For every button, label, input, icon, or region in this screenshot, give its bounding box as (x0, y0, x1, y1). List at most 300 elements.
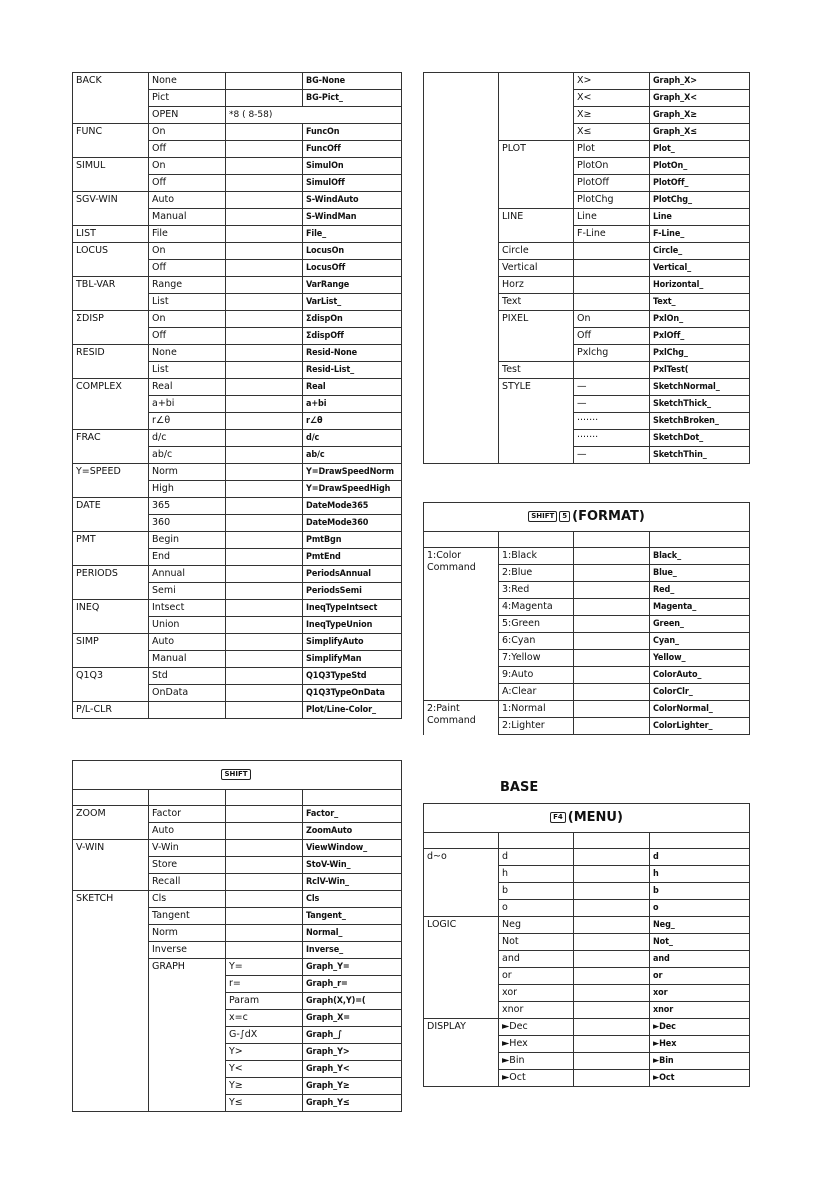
sub-option-cell (226, 806, 303, 823)
group-label (73, 260, 149, 277)
sub-option-cell: X≥ (574, 107, 650, 124)
table-row (424, 226, 750, 243)
table-row (73, 634, 402, 651)
sub-option-cell: On (574, 311, 650, 328)
table-row (424, 379, 750, 396)
group-label: d~o (424, 849, 499, 866)
command-cell: Red_ (650, 582, 750, 599)
option-cell: File (149, 226, 226, 243)
table-row (424, 294, 750, 311)
group-label: INEQ (73, 600, 149, 617)
group-label (73, 942, 149, 959)
base-menu-table (423, 803, 750, 1087)
option-cell: Test (499, 362, 574, 379)
table-row (73, 413, 402, 430)
option-cell: STYLE (499, 379, 574, 396)
table-row (73, 925, 402, 942)
group-label (73, 874, 149, 891)
command-cell: SimplifyAuto (303, 634, 402, 651)
option-cell: Union (149, 617, 226, 634)
sub-option-cell: — (574, 447, 650, 464)
note-cell (226, 277, 303, 294)
note-cell (226, 515, 303, 532)
group-label (73, 481, 149, 498)
note-cell (226, 464, 303, 481)
table-row (424, 107, 750, 124)
group-label (424, 277, 499, 294)
command-cell: Blue_ (650, 565, 750, 582)
command-cell: Not_ (650, 934, 750, 951)
option-cell: Norm (149, 925, 226, 942)
option-cell: Horz (499, 277, 574, 294)
command-cell: ZoomAuto (303, 823, 402, 840)
option-cell: Factor (149, 806, 226, 823)
sub-option-cell (226, 857, 303, 874)
command-cell: Q1Q3TypeOnData (303, 685, 402, 702)
option-cell: None (149, 73, 226, 90)
command-cell: Factor_ (303, 806, 402, 823)
table-row (73, 515, 402, 532)
note-cell (226, 260, 303, 277)
note-cell (574, 883, 650, 900)
group-label-source (476, 562, 477, 563)
command-cell: IneqTypeIntsect (303, 600, 402, 617)
command-cell: Green_ (650, 616, 750, 633)
option-cell (499, 90, 574, 107)
table-row (73, 993, 402, 1010)
table-row (73, 396, 402, 413)
note-cell (226, 651, 303, 668)
sub-option-cell: Y< (226, 1061, 303, 1078)
note-cell (226, 634, 303, 651)
group-label (73, 413, 149, 430)
table-row (73, 481, 402, 498)
table-row (424, 917, 750, 934)
command-cell: Plot/Line-Color_ (303, 702, 402, 719)
command-cell: and (650, 951, 750, 968)
table-row (73, 840, 402, 857)
table-row (73, 617, 402, 634)
note-cell (226, 243, 303, 260)
command-cell: ViewWindow_ (303, 840, 402, 857)
command-cell: Q1Q3TypeStd (303, 668, 402, 685)
option-cell: Semi (149, 583, 226, 600)
option-cell: 3:Red (499, 582, 574, 599)
command-cell: VarList_ (303, 294, 402, 311)
group-label: PMT (73, 532, 149, 549)
option-cell: b (499, 883, 574, 900)
table-row (424, 141, 750, 158)
group-label (424, 362, 499, 379)
group-label (424, 951, 499, 968)
group-label: Q1Q3 (73, 668, 149, 685)
option-cell: Off (149, 328, 226, 345)
table-row (424, 985, 750, 1002)
table-row (73, 464, 402, 481)
group-label (73, 515, 149, 532)
option-cell: r∠θ (149, 413, 226, 430)
option-cell: OnData (149, 685, 226, 702)
group-label (424, 447, 499, 464)
command-cell: Graph_X≥ (650, 107, 750, 124)
column-header (73, 790, 149, 806)
command-cell: r∠θ (303, 413, 402, 430)
table-row (424, 968, 750, 985)
table-row (73, 891, 402, 908)
table-row (73, 345, 402, 362)
command-cell: LocusOn (303, 243, 402, 260)
command-cell: Y=DrawSpeedNorm (303, 464, 402, 481)
option-cell: h (499, 866, 574, 883)
command-cell: ab/c (303, 447, 402, 464)
sub-option-cell (574, 277, 650, 294)
group-label (424, 90, 499, 107)
command-cell: PxlChg_ (650, 345, 750, 362)
command-cell: BG-Pict_ (303, 90, 402, 107)
table-row (73, 175, 402, 192)
command-cell: d (650, 849, 750, 866)
table-row (424, 158, 750, 175)
group-label (424, 209, 499, 226)
table-row (424, 951, 750, 968)
table-row (73, 226, 402, 243)
option-cell: Recall (149, 874, 226, 891)
option-cell: ►Bin (499, 1053, 574, 1070)
column-header (650, 532, 750, 548)
note-cell (574, 900, 650, 917)
sub-option-cell: PlotChg (574, 192, 650, 209)
command-cell: b (650, 883, 750, 900)
option-cell: LINE (499, 209, 574, 226)
table-row (73, 447, 402, 464)
command-cell: h (650, 866, 750, 883)
group-label: LIST (73, 226, 149, 243)
table-row (73, 260, 402, 277)
sub-option-cell (574, 260, 650, 277)
table-row (73, 702, 402, 719)
group-label: PERIODS (73, 566, 149, 583)
command-cell: Magenta_ (650, 599, 750, 616)
group-label: ZOOM (73, 806, 149, 823)
column-header (574, 532, 650, 548)
table-row (424, 260, 750, 277)
shift-menu-table (72, 760, 402, 1112)
table-row (424, 701, 750, 718)
sub-option-cell: Off (574, 328, 650, 345)
command-cell: Graph_Y≤ (303, 1095, 402, 1112)
table-row (73, 857, 402, 874)
option-cell: Manual (149, 651, 226, 668)
command-cell: IneqTypeUnion (303, 617, 402, 634)
note-cell (226, 600, 303, 617)
option-cell: 9:Auto (499, 667, 574, 684)
group-label: LOGIC (424, 917, 499, 934)
command-cell: S-WindMan (303, 209, 402, 226)
option-cell (499, 107, 574, 124)
command-cell: or (650, 968, 750, 985)
option-cell: Range (149, 277, 226, 294)
command-cell: ColorNormal_ (650, 701, 750, 718)
group-label (424, 73, 499, 90)
option-cell: On (149, 311, 226, 328)
command-cell: StoV-Win_ (303, 857, 402, 874)
table-row (424, 430, 750, 447)
note-cell (226, 209, 303, 226)
note-cell (574, 1070, 650, 1087)
note-cell (226, 413, 303, 430)
option-cell: 1:Normal (499, 701, 574, 718)
group-label (424, 413, 499, 430)
note-cell (226, 481, 303, 498)
command-cell: a+bi (303, 396, 402, 413)
note-cell (226, 566, 303, 583)
option-cell: 1:Black (499, 548, 574, 565)
group-label (73, 90, 149, 107)
group-label (73, 107, 149, 124)
option-cell: Cls (149, 891, 226, 908)
format-menu-table (423, 502, 750, 735)
sub-option-cell: — (574, 396, 650, 413)
table-row (73, 1027, 402, 1044)
option-cell: Begin (149, 532, 226, 549)
option-cell (499, 396, 574, 413)
option-cell: Intsect (149, 600, 226, 617)
note-cell (574, 633, 650, 650)
table-row (73, 668, 402, 685)
option-cell: Vertical (499, 260, 574, 277)
command-cell: BG-None (303, 73, 402, 90)
group-label: TBL-VAR (73, 277, 149, 294)
group-label (73, 1027, 149, 1044)
table-row (73, 651, 402, 668)
option-cell (149, 1010, 226, 1027)
note-cell (574, 1019, 650, 1036)
group-label (73, 141, 149, 158)
option-cell: Auto (149, 192, 226, 209)
table-row (73, 583, 402, 600)
group-label (424, 968, 499, 985)
option-cell: Real (149, 379, 226, 396)
group-label (424, 430, 499, 447)
group-label: SGV-WIN (73, 192, 149, 209)
table-row (424, 311, 750, 328)
sub-option-cell: Param (226, 993, 303, 1010)
table-row (73, 277, 402, 294)
note-cell (574, 968, 650, 985)
command-cell: SketchNormal_ (650, 379, 750, 396)
command-cell: Normal_ (303, 925, 402, 942)
option-cell: PLOT (499, 141, 574, 158)
table-row (73, 874, 402, 891)
sub-option-cell (226, 891, 303, 908)
sub-option-cell: G-∫dX (226, 1027, 303, 1044)
option-cell (499, 447, 574, 464)
command-cell: DateMode365 (303, 498, 402, 515)
note-cell (574, 650, 650, 667)
table-row (73, 566, 402, 583)
option-cell: d (499, 849, 574, 866)
f4-key-icon: F4 (550, 812, 566, 823)
option-cell: ►Oct (499, 1070, 574, 1087)
group-label (424, 883, 499, 900)
column-header (424, 532, 499, 548)
table-row (73, 107, 402, 124)
option-cell: Manual (149, 209, 226, 226)
command-cell: ►Bin (650, 1053, 750, 1070)
group-label: RESID (73, 345, 149, 362)
table-row (424, 413, 750, 430)
command-cell: F-Line_ (650, 226, 750, 243)
option-cell: xnor (499, 1002, 574, 1019)
sub-option-cell (226, 840, 303, 857)
column-header (499, 833, 574, 849)
option-cell: o (499, 900, 574, 917)
group-label (424, 124, 499, 141)
option-cell: Norm (149, 464, 226, 481)
note-cell (574, 849, 650, 866)
table-row (73, 685, 402, 702)
note-cell (226, 90, 303, 107)
group-label (424, 934, 499, 951)
command-cell: Graph_X≤ (650, 124, 750, 141)
command-cell: Y=DrawSpeedHigh (303, 481, 402, 498)
table-row (424, 328, 750, 345)
command-cell: RclV-Win_ (303, 874, 402, 891)
option-cell (149, 1061, 226, 1078)
command-cell: PeriodsSemi (303, 583, 402, 600)
option-cell (149, 1027, 226, 1044)
note-cell (574, 934, 650, 951)
group-label (73, 976, 149, 993)
option-cell (499, 73, 574, 90)
sub-option-cell (226, 874, 303, 891)
option-cell: List (149, 294, 226, 311)
option-cell (149, 1078, 226, 1095)
table-row (424, 1036, 750, 1053)
sub-option-cell (574, 294, 650, 311)
command-cell: SketchBroken_ (650, 413, 750, 430)
group-label (73, 362, 149, 379)
group-label (424, 175, 499, 192)
option-cell: Circle (499, 243, 574, 260)
shift-key-icon: SHIFT (528, 511, 557, 522)
table-row (73, 192, 402, 209)
table-row (73, 1078, 402, 1095)
note-cell (226, 311, 303, 328)
option-cell: ►Hex (499, 1036, 574, 1053)
command-cell: d/c (303, 430, 402, 447)
note-cell (574, 599, 650, 616)
note-cell (574, 1053, 650, 1070)
group-label: LOCUS (73, 243, 149, 260)
command-cell: ►Oct (650, 1070, 750, 1087)
group-label (424, 328, 499, 345)
command-cell: PxlTest( (650, 362, 750, 379)
command-cell: Line (650, 209, 750, 226)
option-cell (499, 413, 574, 430)
option-cell: xor (499, 985, 574, 1002)
group-label (424, 107, 499, 124)
sub-option-cell: PlotOn (574, 158, 650, 175)
command-cell: PxlOff_ (650, 328, 750, 345)
table-row (73, 430, 402, 447)
command-cell: Tangent_ (303, 908, 402, 925)
table-row (73, 823, 402, 840)
note-cell (226, 328, 303, 345)
command-cell: Graph_Y< (303, 1061, 402, 1078)
command-cell: Neg_ (650, 917, 750, 934)
group-label: SIMP (73, 634, 149, 651)
command-cell: ►Hex (650, 1036, 750, 1053)
table-row (73, 498, 402, 515)
table-row (424, 73, 750, 90)
option-cell (499, 175, 574, 192)
table-row (424, 243, 750, 260)
group-label: DATE (73, 498, 149, 515)
command-cell: ColorClr_ (650, 684, 750, 701)
note-cell (226, 685, 303, 702)
command-cell: ColorAuto_ (650, 667, 750, 684)
sub-option-cell (226, 823, 303, 840)
command-cell: Graph_X> (650, 73, 750, 90)
table-header (424, 804, 750, 833)
command-cell: Graph(X,Y)=( (303, 993, 402, 1010)
command-cell: Resid-List_ (303, 362, 402, 379)
command-cell: SketchDot_ (650, 430, 750, 447)
group-label (73, 685, 149, 702)
sub-option-cell (226, 942, 303, 959)
group-label (73, 175, 149, 192)
command-cell: FuncOn (303, 124, 402, 141)
option-cell: 2:Blue (499, 565, 574, 582)
command-cell: o (650, 900, 750, 917)
option-cell (499, 328, 574, 345)
command-cell: SimulOff (303, 175, 402, 192)
note-cell (226, 532, 303, 549)
group-label: ΣDISP (73, 311, 149, 328)
column-header (650, 833, 750, 849)
group-label (73, 651, 149, 668)
table-header (73, 761, 402, 790)
group-label: P/L-CLR (73, 702, 149, 719)
option-cell: Annual (149, 566, 226, 583)
command-cell: S-WindAuto (303, 192, 402, 209)
command-cell: Graph_r= (303, 976, 402, 993)
note-cell (574, 548, 650, 565)
command-cell: Horizontal_ (650, 277, 750, 294)
group-label (73, 908, 149, 925)
command-cell: PxlOn_ (650, 311, 750, 328)
group-label (73, 1010, 149, 1027)
option-cell (149, 976, 226, 993)
group-label-source (476, 715, 477, 716)
table-row (73, 124, 402, 141)
group-label (73, 925, 149, 942)
option-cell: Off (149, 260, 226, 277)
base-section-title: BASE (500, 780, 539, 795)
group-label (424, 260, 499, 277)
table-row (424, 175, 750, 192)
table-row (424, 883, 750, 900)
group-label (424, 141, 499, 158)
column-header (574, 833, 650, 849)
note-cell (574, 684, 650, 701)
group-label (424, 379, 499, 396)
option-cell: PIXEL (499, 311, 574, 328)
command-cell: Black_ (650, 548, 750, 565)
table-row (73, 959, 402, 976)
command-cell: ColorLighter_ (650, 718, 750, 735)
